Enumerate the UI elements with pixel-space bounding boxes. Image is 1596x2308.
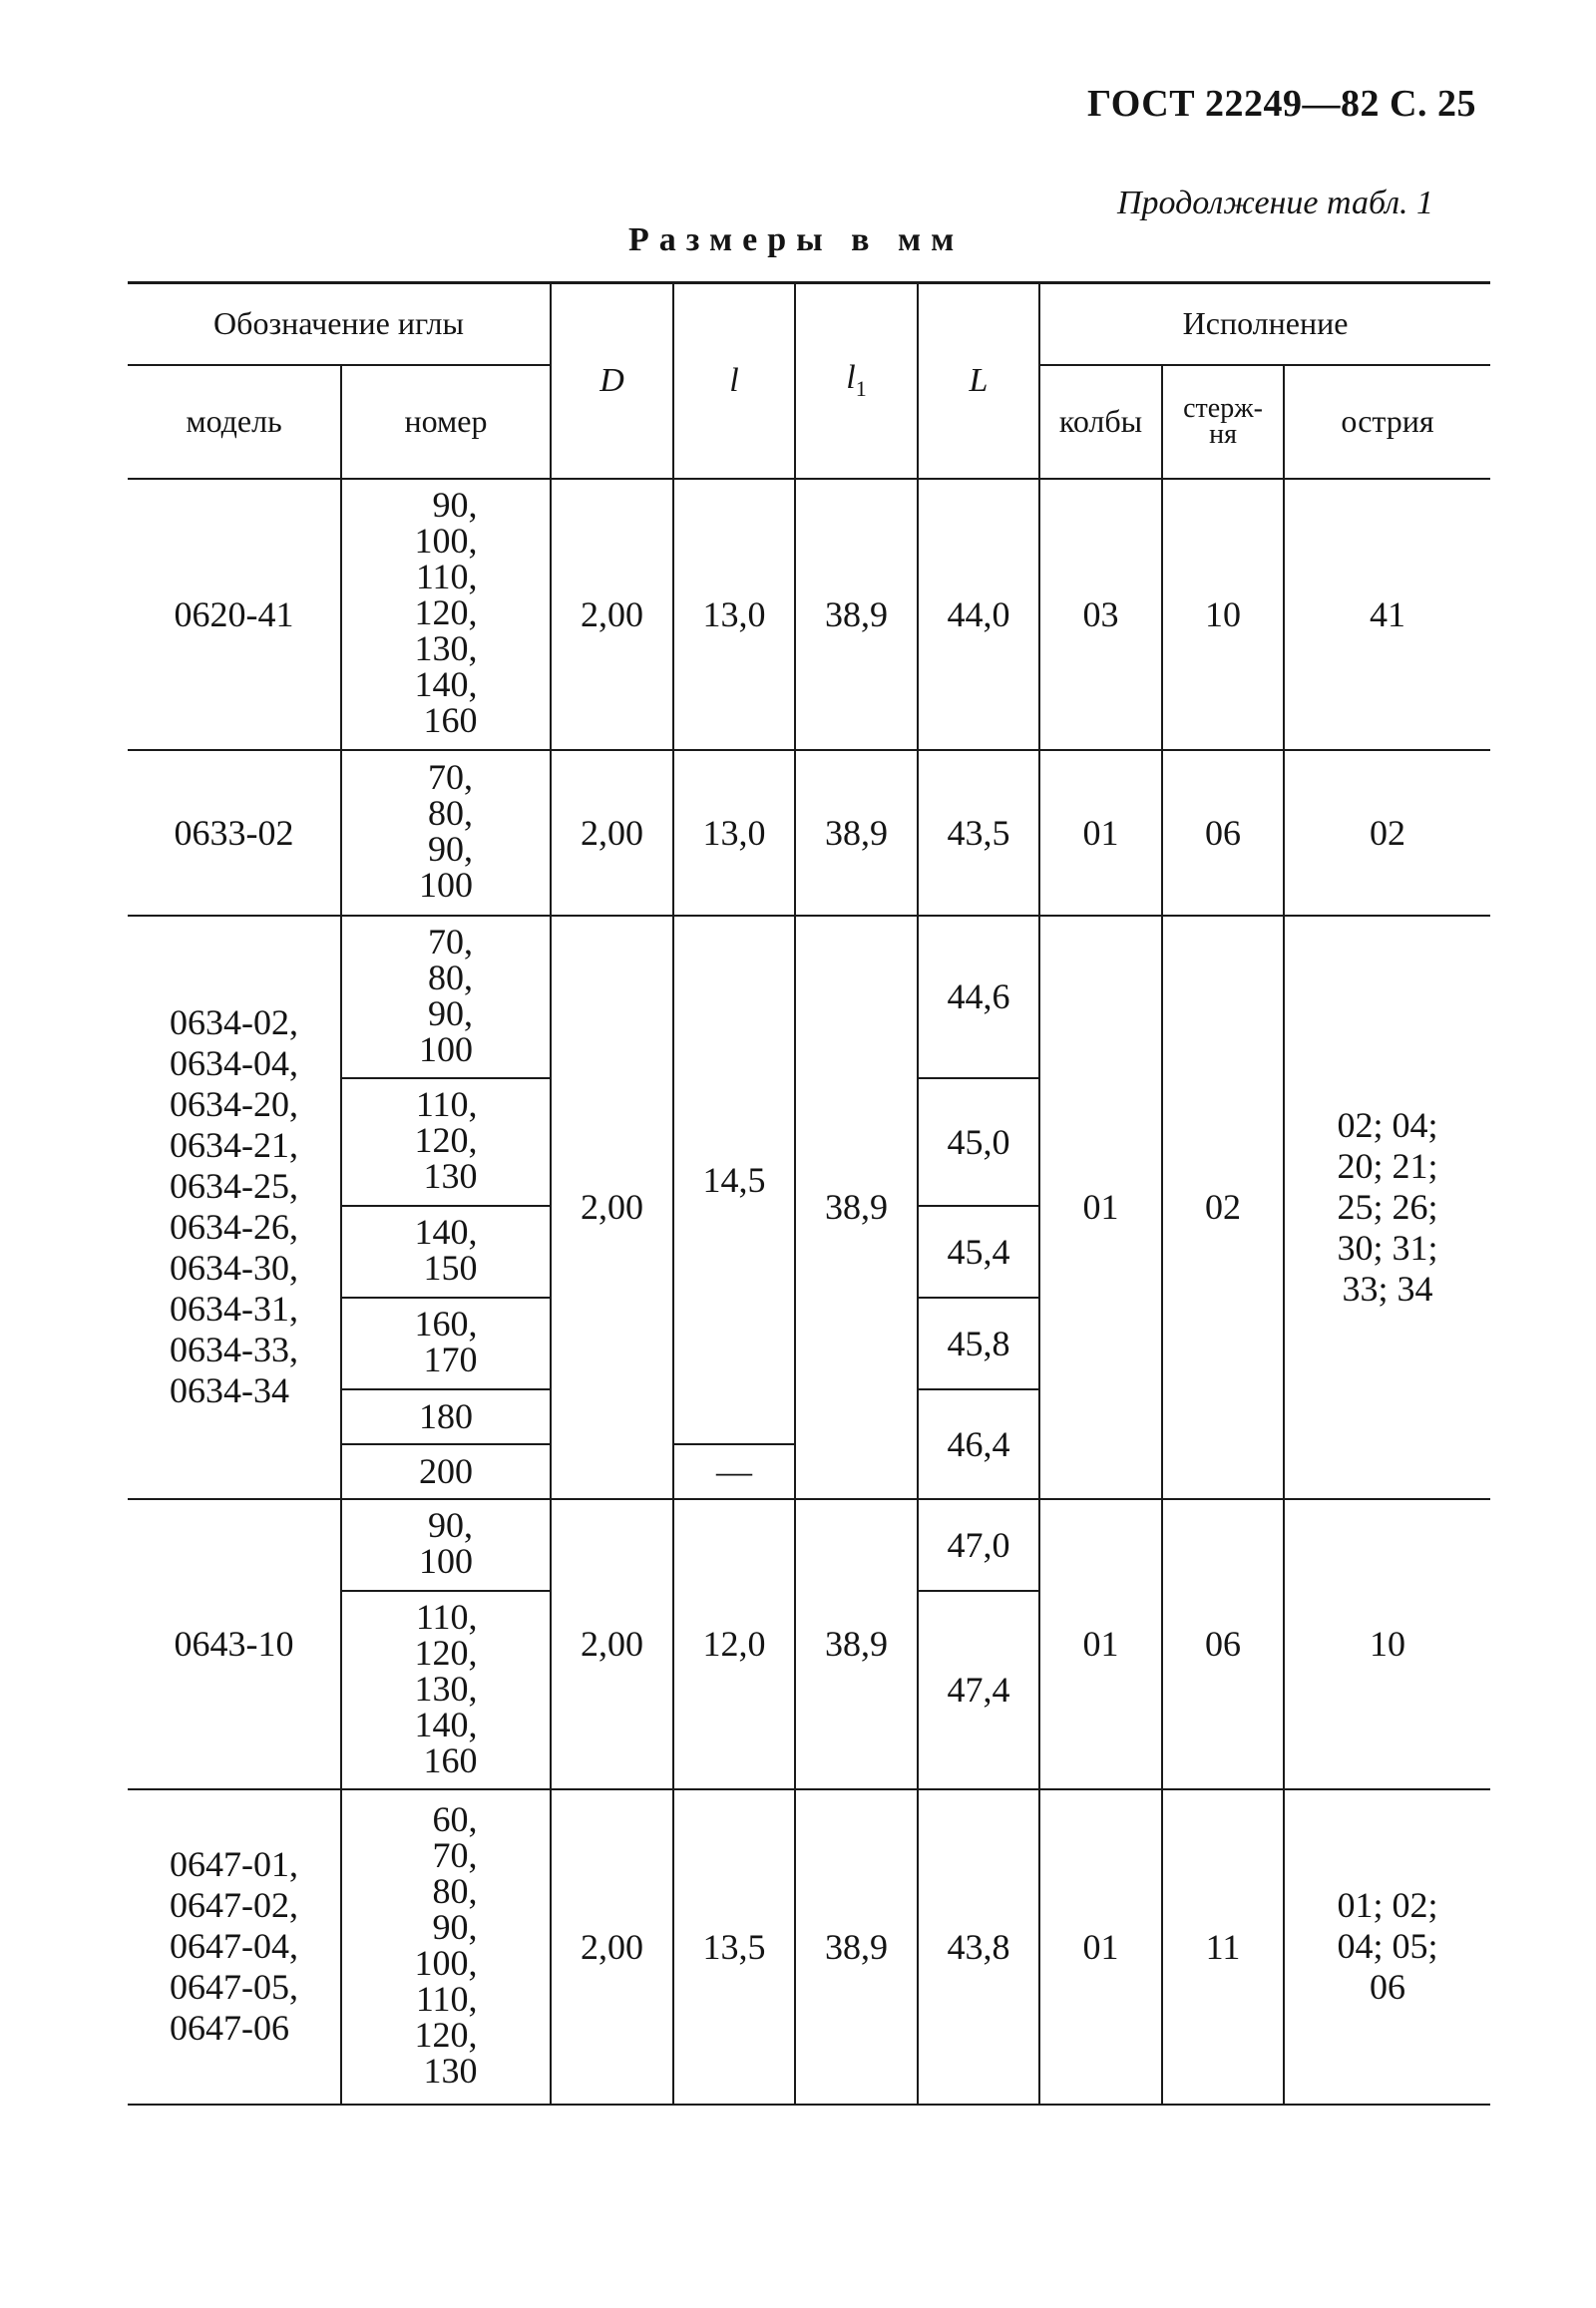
number-cell: 90, 100 <box>341 1499 551 1591</box>
col-l-header: l <box>673 283 795 479</box>
L-cell: 45,0 <box>918 1078 1039 1206</box>
D-cell: 2,00 <box>551 1789 673 2105</box>
number-cell: 60, 70, 80, 90, 100, 110, 120, 130 <box>341 1789 551 2105</box>
table-row <box>128 1789 1490 2105</box>
table-continuation-label: Продолжение табл. 1 <box>1117 185 1434 221</box>
l-cell: 13,0 <box>673 479 795 750</box>
D-cell: 2,00 <box>551 479 673 750</box>
table-row <box>128 916 1490 1078</box>
units-label: Размеры в мм <box>628 221 965 258</box>
l-cell: 13,0 <box>673 750 795 916</box>
number-cell: 140, 150 <box>341 1206 551 1298</box>
L-cell: 47,4 <box>918 1591 1039 1789</box>
point-cell: 01; 02; 04; 05; 06 <box>1284 1789 1490 2105</box>
number-header: номер <box>341 365 551 479</box>
col-l1-header: $l_1$ <box>795 283 918 479</box>
number-cell: 70, 80, 90, 100 <box>341 916 551 1078</box>
l-cell: 12,0 <box>673 1499 795 1789</box>
l-cell: — <box>673 1444 795 1499</box>
flask-cell: 03 <box>1039 479 1162 750</box>
model-cell: 0633-02 <box>128 750 341 916</box>
L-cell: 43,5 <box>918 750 1039 916</box>
designation-header: Обозначение иглы <box>128 283 551 365</box>
number-cell: 90, 100, 110, 120, 130, 140, 160 <box>341 479 551 750</box>
L-cell: 45,4 <box>918 1206 1039 1298</box>
l1-cell: 38,9 <box>795 1789 918 2105</box>
number-cell: 110, 120, 130, 140, 160 <box>341 1591 551 1789</box>
D-cell: 2,00 <box>551 916 673 1499</box>
point-cell: 41 <box>1284 479 1490 750</box>
page-title: ГОСТ 22249—82 С. 25 <box>1087 83 1476 125</box>
number-cell: 110, 120, 130 <box>341 1078 551 1206</box>
point-header: острия <box>1284 365 1490 479</box>
L-cell: 44,0 <box>918 479 1039 750</box>
l1-cell: 38,9 <box>795 1499 918 1789</box>
flask-cell: 01 <box>1039 750 1162 916</box>
shank-cell: 11 <box>1162 1789 1284 2105</box>
shank-cell: 02 <box>1162 916 1284 1499</box>
flask-cell: 01 <box>1039 1789 1162 2105</box>
point-cell: 02 <box>1284 750 1490 916</box>
model-cell: 0634-02, 0634-04, 0634-20, 0634-21, 0634-25, 0634-26, 0634-30, 0634-31, 0634-33, 0634-34 <box>128 916 341 1499</box>
needle-dimensions-table <box>128 281 1490 2106</box>
model-cell: 0647-01, 0647-02, 0647-04, 0647-05, 0647-06 <box>128 1789 341 2105</box>
l-cell: 14,5 <box>673 916 795 1444</box>
L-cell: 47,0 <box>918 1499 1039 1591</box>
L-cell: 44,6 <box>918 916 1039 1078</box>
model-cell: 0620-41 <box>128 479 341 750</box>
table-row <box>128 750 1490 916</box>
l1-cell: 38,9 <box>795 750 918 916</box>
l1-cell: 38,9 <box>795 916 918 1499</box>
col-D-header: D <box>551 283 673 479</box>
col-L-header: L <box>918 283 1039 479</box>
table-row <box>128 479 1490 750</box>
number-cell: 70, 80, 90, 100 <box>341 750 551 916</box>
execution-header: Исполнение <box>1039 283 1490 365</box>
D-cell: 2,00 <box>551 750 673 916</box>
number-cell: 180 <box>341 1389 551 1444</box>
flask-header: колбы <box>1039 365 1162 479</box>
l-cell: 13,5 <box>673 1789 795 2105</box>
model-header: модель <box>128 365 341 479</box>
flask-cell: 01 <box>1039 1499 1162 1789</box>
flask-cell: 01 <box>1039 916 1162 1499</box>
point-cell: 02; 04; 20; 21; 25; 26; 30; 31; 33; 34 <box>1284 916 1490 1499</box>
table-row <box>128 1499 1490 1591</box>
L-cell: 46,4 <box>918 1389 1039 1499</box>
shank-cell: 10 <box>1162 479 1284 750</box>
model-cell: 0643-10 <box>128 1499 341 1789</box>
l1-cell: 38,9 <box>795 479 918 750</box>
L-cell: 43,8 <box>918 1789 1039 2105</box>
shank-header: стерж-ня <box>1162 365 1284 479</box>
number-cell: 160, 170 <box>341 1298 551 1389</box>
number-cell: 200 <box>341 1444 551 1499</box>
D-cell: 2,00 <box>551 1499 673 1789</box>
point-cell: 10 <box>1284 1499 1490 1789</box>
L-cell: 45,8 <box>918 1298 1039 1389</box>
shank-cell: 06 <box>1162 1499 1284 1789</box>
shank-cell: 06 <box>1162 750 1284 916</box>
